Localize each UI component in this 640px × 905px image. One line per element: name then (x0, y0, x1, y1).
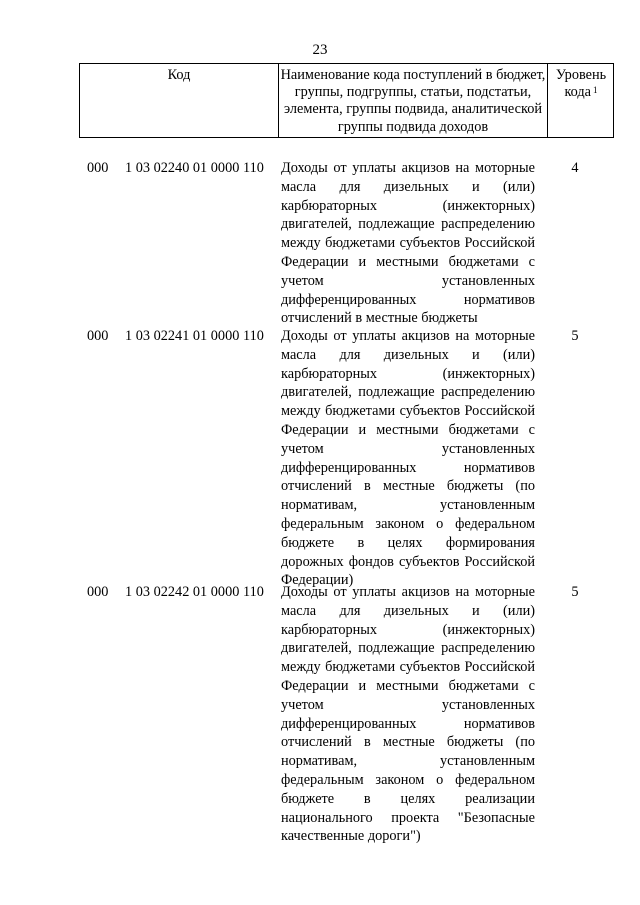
header-code: Код (80, 64, 279, 137)
revenue-code: 1 03 02242 01 0000 110 (125, 584, 264, 600)
table-header (79, 63, 614, 138)
code-level: 4 (571, 160, 579, 176)
page-number: 23 (312, 42, 328, 58)
revenue-name: Доходы от уплаты акцизов на моторные масла для дизельных и (или) карбюраторных (инжекторных) двигателей, подлежащие распределению между бюджетами субъектов Российской Федерации и местными бюджетами с учетом установленных дифференцированных нормативов отчислений в местные бюджеты (по нормативам, установленным федеральным законом о федеральном бюджете в целях формирования дорожных фондов субъектов Российской Федерации) (281, 328, 535, 589)
revenue-code: 1 03 02241 01 0000 110 (125, 328, 264, 344)
admin-code: 000 (87, 584, 109, 600)
revenue-code: 1 03 02240 01 0000 110 (125, 160, 264, 176)
admin-code: 000 (87, 160, 109, 176)
admin-code: 000 (87, 328, 109, 344)
revenue-name: Доходы от уплаты акцизов на моторные масла для дизельных и (или) карбюраторных (инжекторных) двигателей, подлежащие распределению между бюджетами субъектов Российской Федерации и местными бюджетами с учетом установленных дифференцированных нормативов отчислений в местные бюджеты (281, 160, 535, 327)
code-level: 5 (571, 584, 579, 600)
header-name: Наименование кода поступлений в бюджет, группы, подгруппы, статьи, подстатьи, элемента, группы подвида, аналитической группы подвида доходов (279, 64, 548, 137)
header-level (548, 64, 614, 137)
revenue-name: Доходы от уплаты акцизов на моторные масла для дизельных и (или) карбюраторных (инжекторных) двигателей, подлежащие распределению между бюджетами субъектов Российской Федерации и местными бюджетами с учетом установленных дифференцированных нормативов отчислений в местные бюджеты (по нормативам, установленным федеральным законом о федеральном бюджете в целях реализации национального проекта "Безопасные качественные дороги") (281, 584, 535, 845)
code-level: 5 (571, 328, 579, 344)
header-level-label: Уровень кода (555, 67, 607, 101)
header-level-footnote: 1 (593, 85, 598, 96)
